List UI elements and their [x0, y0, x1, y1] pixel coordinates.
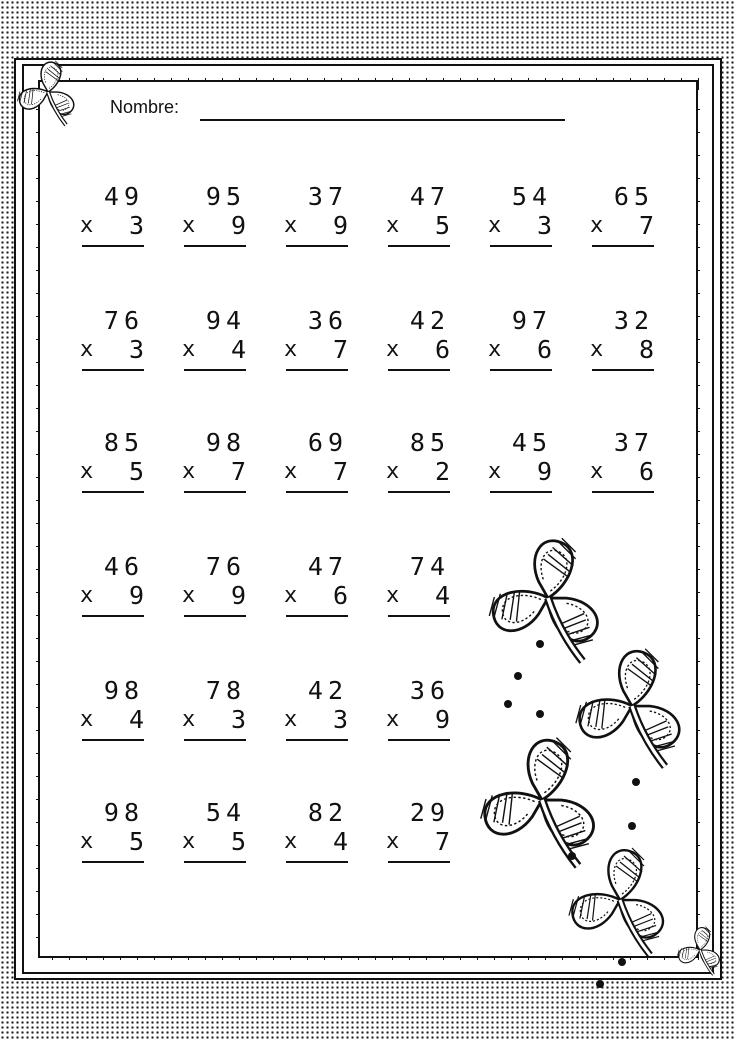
multiplication-problem: [284, 798, 348, 863]
answer-line[interactable]: [592, 491, 654, 493]
multiplication-problem: [386, 428, 450, 493]
multiplier-row: [386, 457, 450, 486]
multiplier-row: [284, 827, 348, 856]
multiplier: 5: [434, 211, 450, 240]
multiplier-row: [386, 827, 450, 856]
times-sign: x: [386, 213, 400, 238]
multiplicand: 82: [307, 798, 348, 827]
multiplier: 6: [332, 581, 348, 610]
answer-line[interactable]: [184, 369, 246, 371]
multiplication-problem: [284, 306, 348, 371]
multiplicand: 94: [205, 306, 246, 335]
times-sign: x: [182, 707, 196, 732]
times-sign: x: [80, 337, 94, 362]
multiplication-problem: [80, 552, 144, 617]
multiplier: 4: [332, 827, 348, 856]
multiplicand: 32: [613, 306, 654, 335]
answer-line[interactable]: [184, 491, 246, 493]
multiplier-row: [590, 211, 654, 240]
times-sign: x: [590, 213, 604, 238]
multiplication-problem: [182, 428, 246, 493]
multiplier-row: [284, 335, 348, 364]
multiplicand: 47: [307, 552, 348, 581]
multiplier: 5: [128, 457, 144, 486]
multiplier-row: [386, 211, 450, 240]
multiplication-problem: [284, 182, 348, 247]
multiplier: 6: [638, 457, 654, 486]
multiplier: 3: [128, 211, 144, 240]
times-sign: x: [284, 459, 298, 484]
times-sign: x: [488, 459, 502, 484]
multiplicand: 45: [511, 428, 552, 457]
answer-line[interactable]: [388, 861, 450, 863]
multiplication-problem: [80, 182, 144, 247]
answer-line[interactable]: [286, 245, 348, 247]
times-sign: x: [80, 707, 94, 732]
multiplicand: 46: [103, 552, 144, 581]
times-sign: x: [590, 459, 604, 484]
multiplicand: 98: [103, 676, 144, 705]
multiplication-problem: [182, 182, 246, 247]
multiplier-row: [488, 335, 552, 364]
multiplication-problem: [182, 552, 246, 617]
multiplier: 5: [230, 827, 246, 856]
name-input-line[interactable]: [200, 119, 565, 121]
answer-line[interactable]: [388, 369, 450, 371]
multiplicand: 49: [103, 182, 144, 211]
times-sign: x: [284, 337, 298, 362]
multiplicand: 47: [409, 182, 450, 211]
times-sign: x: [284, 213, 298, 238]
multiplier-row: [284, 581, 348, 610]
times-sign: x: [488, 213, 502, 238]
multiplication-problem: [80, 306, 144, 371]
times-sign: x: [386, 583, 400, 608]
times-sign: x: [386, 337, 400, 362]
times-sign: x: [386, 829, 400, 854]
multiplicand: 95: [205, 182, 246, 211]
multiplicand: 97: [511, 306, 552, 335]
multiplication-problem: [80, 428, 144, 493]
multiplier: 3: [230, 705, 246, 734]
times-sign: x: [80, 829, 94, 854]
multiplication-problem: [182, 798, 246, 863]
multiplier-row: [386, 705, 450, 734]
multiplier: 4: [434, 581, 450, 610]
multiplication-problem: [488, 182, 552, 247]
multiplicand: 69: [307, 428, 348, 457]
multiplier: 9: [230, 581, 246, 610]
multiplicand: 36: [409, 676, 450, 705]
multiplication-problem: [284, 428, 348, 493]
answer-line[interactable]: [286, 615, 348, 617]
name-label: Nombre:: [110, 97, 180, 117]
multiplication-problem: [488, 428, 552, 493]
multiplier-row: [80, 211, 144, 240]
multiplier-row: [182, 457, 246, 486]
multiplier: 4: [128, 705, 144, 734]
multiplicand: 37: [307, 182, 348, 211]
multiplier: 3: [536, 211, 552, 240]
multiplier: 7: [230, 457, 246, 486]
multiplicand: 42: [409, 306, 450, 335]
times-sign: x: [80, 213, 94, 238]
answer-line[interactable]: [286, 369, 348, 371]
answer-line[interactable]: [82, 245, 144, 247]
multiplier-row: [590, 335, 654, 364]
multiplier: 7: [638, 211, 654, 240]
answer-line[interactable]: [184, 245, 246, 247]
times-sign: x: [182, 459, 196, 484]
multiplication-problem: [590, 428, 654, 493]
multiplier-row: [80, 457, 144, 486]
multiplier: 5: [128, 827, 144, 856]
multiplicand: 36: [307, 306, 348, 335]
multiplier-row: [284, 211, 348, 240]
answer-line[interactable]: [388, 739, 450, 741]
times-sign: x: [284, 583, 298, 608]
multiplicand: 54: [511, 182, 552, 211]
multiplication-problem: [80, 798, 144, 863]
multiplier-row: [182, 581, 246, 610]
answer-line[interactable]: [490, 369, 552, 371]
answer-line[interactable]: [490, 491, 552, 493]
answer-line[interactable]: [286, 861, 348, 863]
multiplier: 6: [434, 335, 450, 364]
answer-line[interactable]: [82, 861, 144, 863]
multiplication-problem: [386, 798, 450, 863]
multiplier: 7: [332, 457, 348, 486]
answer-line[interactable]: [184, 615, 246, 617]
times-sign: x: [488, 337, 502, 362]
multiplication-problem: [386, 182, 450, 247]
answer-line[interactable]: [82, 615, 144, 617]
answer-line[interactable]: [490, 245, 552, 247]
multiplication-problem: [590, 306, 654, 371]
multiplication-problem: [284, 552, 348, 617]
multiplication-problem: [590, 182, 654, 247]
multiplier-row: [80, 581, 144, 610]
multiplicand: 37: [613, 428, 654, 457]
answer-line[interactable]: [286, 491, 348, 493]
multiplier-row: [284, 705, 348, 734]
multiplier: 9: [332, 211, 348, 240]
multiplier-row: [386, 581, 450, 610]
answer-line[interactable]: [184, 861, 246, 863]
multiplication-problem: [386, 676, 450, 741]
times-sign: x: [182, 829, 196, 854]
multiplier-row: [182, 827, 246, 856]
multiplier: 9: [128, 581, 144, 610]
multiplicand: 54: [205, 798, 246, 827]
multiplicand: 85: [409, 428, 450, 457]
multiplier: 9: [536, 457, 552, 486]
multiplier-row: [488, 211, 552, 240]
times-sign: x: [386, 707, 400, 732]
multiplicand: 76: [205, 552, 246, 581]
multiplication-problem: [80, 676, 144, 741]
multiplier: 6: [536, 335, 552, 364]
answer-line[interactable]: [592, 369, 654, 371]
multiplier: 9: [434, 705, 450, 734]
answer-line[interactable]: [82, 739, 144, 741]
multiplier-row: [590, 457, 654, 486]
times-sign: x: [182, 583, 196, 608]
multiplier-row: [488, 457, 552, 486]
times-sign: x: [182, 213, 196, 238]
multiplicand: 65: [613, 182, 654, 211]
multiplier-row: [80, 335, 144, 364]
multiplier: 4: [230, 335, 246, 364]
answer-line[interactable]: [82, 491, 144, 493]
answer-line[interactable]: [388, 615, 450, 617]
multiplicand: 29: [409, 798, 450, 827]
multiplier-row: [284, 457, 348, 486]
times-sign: x: [284, 829, 298, 854]
multiplier: 7: [434, 827, 450, 856]
multiplier-row: [182, 705, 246, 734]
multiplier-row: [80, 705, 144, 734]
multiplier: 2: [434, 457, 450, 486]
multiplication-problem: [386, 552, 450, 617]
answer-line[interactable]: [388, 245, 450, 247]
multiplicand: 85: [103, 428, 144, 457]
times-sign: x: [284, 707, 298, 732]
multiplier: 8: [638, 335, 654, 364]
multiplier: 3: [332, 705, 348, 734]
multiplication-problem: [284, 676, 348, 741]
multiplicand: 74: [409, 552, 450, 581]
multiplication-problem: [182, 676, 246, 741]
multiplication-problem: [182, 306, 246, 371]
answer-line[interactable]: [592, 245, 654, 247]
times-sign: x: [80, 459, 94, 484]
answer-line[interactable]: [184, 739, 246, 741]
multiplier: 3: [128, 335, 144, 364]
multiplicand: 98: [103, 798, 144, 827]
times-sign: x: [80, 583, 94, 608]
multiplication-problem: [386, 306, 450, 371]
answer-line[interactable]: [388, 491, 450, 493]
multiplicand: 78: [205, 676, 246, 705]
multiplicand: 76: [103, 306, 144, 335]
answer-line[interactable]: [286, 739, 348, 741]
multiplier-row: [182, 211, 246, 240]
times-sign: x: [182, 337, 196, 362]
multiplicand: 98: [205, 428, 246, 457]
times-sign: x: [386, 459, 400, 484]
times-sign: x: [590, 337, 604, 362]
multiplier-row: [80, 827, 144, 856]
multiplier-row: [386, 335, 450, 364]
multiplier: 9: [230, 211, 246, 240]
multiplier: 7: [332, 335, 348, 364]
multiplicand: 42: [307, 676, 348, 705]
answer-line[interactable]: [82, 369, 144, 371]
multiplier-row: [182, 335, 246, 364]
multiplication-problem: [488, 306, 552, 371]
